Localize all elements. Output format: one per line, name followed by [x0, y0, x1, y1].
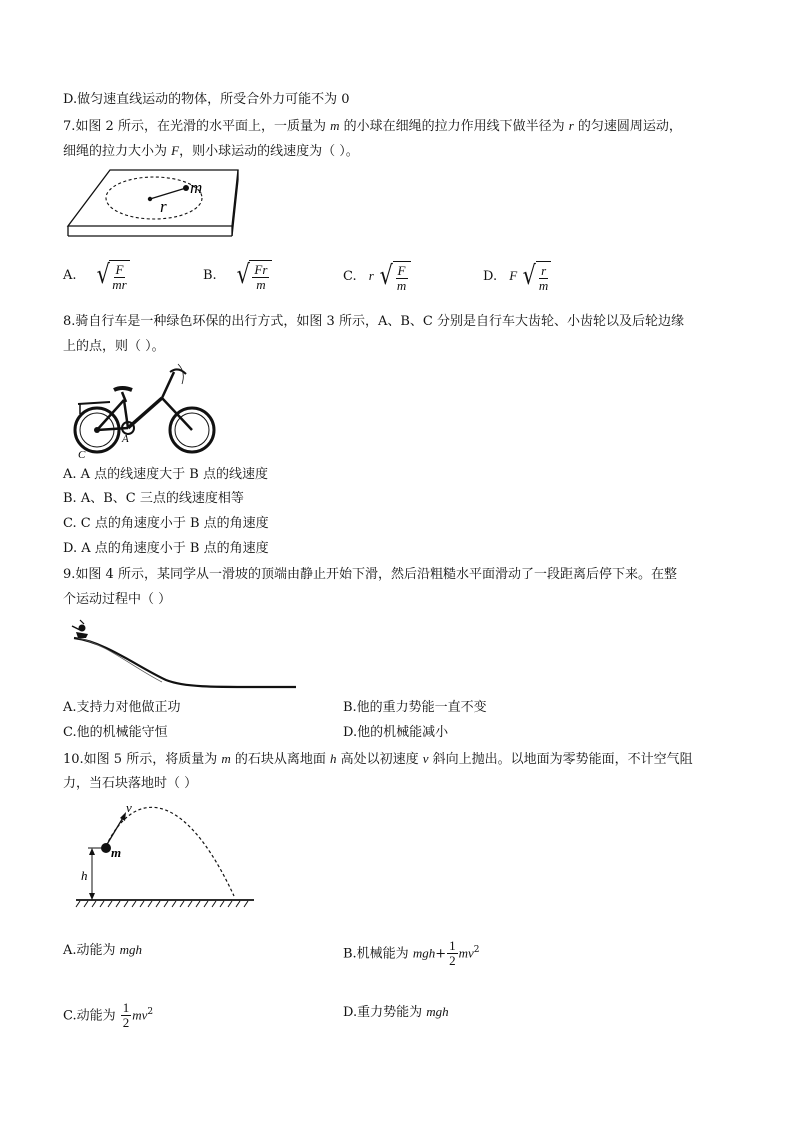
- q8-option-a: A. A 点的线速度大于 B 点的线速度: [63, 467, 268, 482]
- q7-option-d: D. F √ $\frac{r}{m}$: [483, 258, 551, 295]
- q6-option-d: D.做匀速直线运动的物体，所受合外力可能不为 0: [63, 92, 350, 107]
- q10-option-a: A.动能为 mgh: [63, 942, 143, 958]
- q7-stem-line1: 7.如图 2 所示，在光滑的水平面上，一质量为 m 的小球在细绳的拉力作用线下做半径为 r 的匀速圆周运动，: [63, 118, 682, 134]
- q8-stem-line2: 上的点，则（ ）。: [63, 339, 165, 354]
- q8-option-c: C. C 点的角速度小于 B 点的角速度: [63, 516, 269, 531]
- q7-option-c: C. r √ $\frac{F}{m}$: [343, 258, 411, 295]
- q9-option-c: C.他的机械能守恒: [63, 725, 168, 740]
- q7-stem-line2: 细绳的拉力大小为 F，则小球运动的线速度为（ ）。: [63, 143, 359, 159]
- q7-option-a: A. √ $\frac{F}{mr}$: [63, 258, 130, 294]
- q10-stem-line2: 力，当石块落地时（ ）: [63, 776, 198, 791]
- q10-option-d: D.重力势能为 mgh: [343, 1004, 449, 1020]
- q9-option-a: A.支持力对他做正功: [63, 700, 181, 715]
- q8-option-b: B. A、B、C 三点的线速度相等: [63, 491, 244, 506]
- q8-option-d: D. A 点的角速度小于 B 点的角速度: [63, 541, 269, 556]
- q10-fig-label-h: h: [81, 868, 88, 883]
- q10-fig-label-v: v: [126, 800, 132, 815]
- q9-stem-line2: 个运动过程中（ ）: [63, 592, 172, 607]
- q8-fig-label-c: C: [78, 449, 86, 461]
- q10-figure-projectile: [74, 800, 256, 912]
- q9-figure-slope: [66, 616, 301, 692]
- q7-figure-circular-motion: [62, 168, 242, 240]
- q7-fig-label-m: m: [190, 178, 203, 197]
- q8-fig-label-b: B: [86, 430, 93, 442]
- q9-option-d: D.他的机械能减小: [343, 725, 449, 740]
- q10-option-c: C.动能为 $\frac{1}{2}$ $mv^2$: [63, 1000, 154, 1031]
- q10-stem-line1: 10.如图 5 所示，将质量为 m 的石块从离地面 h 高处以初速度 v 斜向上抛出。以地面为零势能面，不计空气阻: [63, 751, 693, 767]
- q10-option-b: B.机械能为 mgh+ $\frac{1}{2}$ $mv^2$: [343, 938, 480, 969]
- q7-fig-label-r: r: [160, 197, 167, 216]
- q9-option-b: B.他的重力势能一直不变: [343, 700, 487, 715]
- q8-fig-label-a: A: [122, 433, 129, 445]
- q8-figure-bicycle: [70, 362, 220, 461]
- q10-fig-label-m: m: [111, 845, 122, 860]
- q8-stem-line1: 8.骑自行车是一种绿色环保的出行方式，如图 3 所示，A、B、C 分别是自行车大齿轮、小齿轮以及后轮边缘: [63, 314, 684, 329]
- q9-stem-line1: 9.如图 4 所示，某同学从一滑坡的顶端由静止开始下滑，然后沿粗糙水平面滑动了一段距离后停下来。在整: [63, 567, 677, 582]
- q7-option-b: B. √ $\frac{Fr}{m}$: [203, 258, 272, 294]
